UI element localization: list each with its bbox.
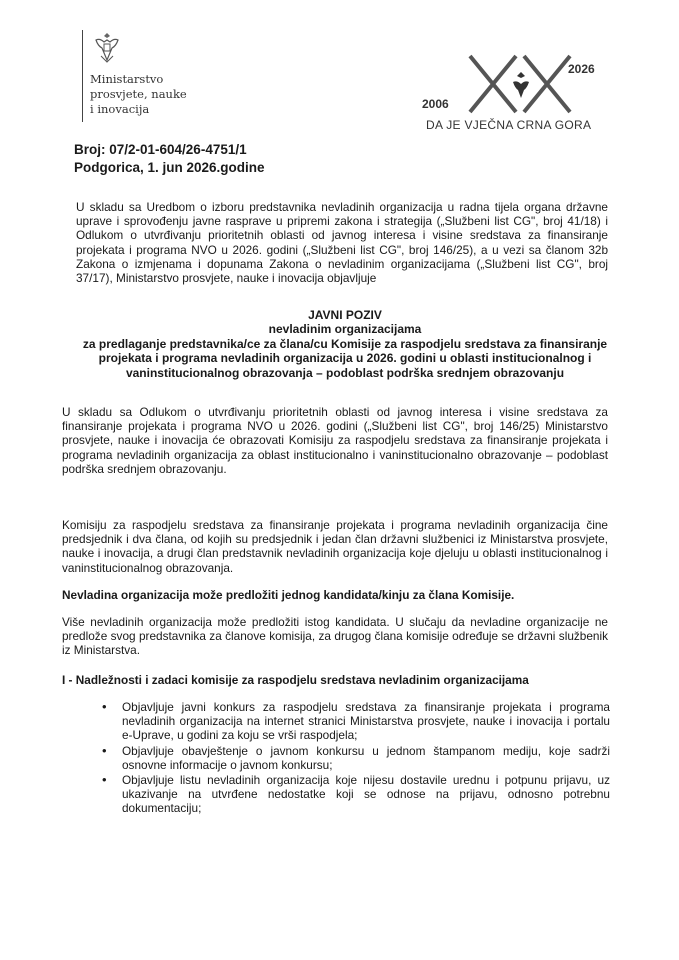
anniversary-logo — [418, 52, 618, 142]
call-title-line-3: za predlaganje predstavnika/ce za člana/cu Komisije za raspodjelu sredstava za finansiranje projekata i programa nevladinih organizacija u 2026. godini u oblasti institucionalnog i vaninstitucionalnog obrazovanja – podoblast podrška srednjem obrazovanju — [82, 336, 608, 380]
xx-anniversary-icon — [466, 54, 576, 116]
anniversary-end-year: 2026 — [568, 62, 595, 76]
document-number: Broj: 07/2-01-604/26-4751/1 — [74, 142, 247, 157]
paragraph-3 — [62, 588, 608, 602]
paragraph-4-text: Više nevladinih organizacija može predložiti istog kandidata. U slučaju da nevladine organizacije ne predlože svog predstavnika za članove komisija, za drugog člana komisije određuje se državni službenik iz Ministarstva. — [62, 615, 608, 658]
list-item — [98, 773, 610, 816]
call-title-line-1: JAVNI POZIV — [308, 308, 382, 322]
ministry-line-1: Ministarstvo — [90, 72, 164, 86]
paragraph-1 — [62, 405, 608, 476]
anniversary-start-year: 2006 — [422, 97, 449, 111]
intro-paragraph — [76, 200, 608, 285]
bullet-icon: • — [102, 772, 107, 788]
document-reference — [74, 141, 265, 177]
paragraph-3-text: Nevladina organizacija može predložiti jednog kandidata/kinju za člana Komisije. — [62, 588, 515, 602]
ministry-name — [90, 72, 220, 117]
paragraph-4 — [62, 615, 608, 658]
intro-text: U skladu sa Uredbom o izboru predstavnika nevladinih organizacija u radna tijela organa državne uprave i sprovođenju javne rasprave u pripremi zakona i strategija („Službeni list CG", broj 41/18) i Odlukom o utvrđivanju prioritetnih oblasti od javnog interesa i visine sredstava za finansiranje projekata i programa NVO u 2026. godini („Službeni list CG", broj 146/25), a u vezi sa članom 32b Zakona o izmjenama i dopunama Zakona o nevladinim organizacijama („Službeni list CG", broj 37/17), Ministarstvo prosvjete, nauke i inovacija objavljuje — [76, 200, 608, 286]
list-item — [98, 744, 610, 772]
place-date: Podgorica, 1. jun 2026.godine — [74, 160, 265, 175]
duties-list — [98, 700, 610, 817]
ministry-line-2: prosvjete, nauke — [90, 87, 187, 101]
call-title — [80, 308, 610, 380]
header-divider — [82, 30, 83, 122]
call-title-line-2: nevladinim organizacijama — [268, 322, 422, 337]
section-heading — [62, 673, 608, 687]
list-item-text: Objavljuje listu nevladinih organizacija koje nijesu dostavile urednu i potpunu prijavu, uz ukazivanje na utvrđene nedostatke koji se odnose na prijavu, odnosno potrebnu dokumentaciju; — [122, 773, 610, 816]
paragraph-2 — [62, 518, 608, 575]
list-item — [98, 700, 610, 743]
list-item-text: Objavljuje javni konkurs za raspodjelu sredstava za finansiranje projekata i programa nevladinih organizacija na internet stranici Ministarstva prosvjete, nauke i inovacija i portalu e-Uprave, u godini za koju se vrši raspodjela; — [122, 700, 610, 743]
coat-of-arms-icon — [92, 30, 122, 64]
bullet-icon: • — [102, 742, 107, 758]
bullet-icon: • — [102, 699, 107, 714]
section-heading-text: I - Nadležnosti i zadaci komisije za raspodjelu sredstava nevladinim organizacijama — [62, 673, 529, 687]
ministry-line-3: i inovacija — [90, 102, 150, 116]
paragraph-1-text: U skladu sa Odlukom o utvrđivanju prioritetnih oblasti od javnog interesa i visine sredstava za finansiranje projekata i programa NVO u 2026. godini („Službeni list CG", broj 146/25) Ministarstvo prosvjete, nauke i inovacija će obrazovati Komisiju za raspodjelu sredstava za finansiranje projekata i programa nevladinih organizacija za oblast institucionalno i vaninstitucionalno obrazovanje – podoblast podrška srednjem obrazovanju. — [62, 405, 608, 476]
paragraph-2-text: Komisiju za raspodjelu sredstava za finansiranje projekata i programa nevladinih organizacija čine predsjednik i dva člana, od kojih su predsjednik i jedan član državni službenici iz Ministarstva prosvjete, nauke i inovacija, a drugi član predstavnik nevladinih organizacija koje djeluju u oblasti institucionalnog i vaninstitucionalnog obrazovanja. — [62, 518, 608, 575]
list-item-text: Objavljuje obavještenje o javnom konkursu u jednom štampanom mediju, koje sadrži osnovne informacije o javnom konkursu; — [122, 743, 610, 772]
anniversary-motto: DA JE VJEČNA CRNA GORA — [426, 118, 592, 132]
